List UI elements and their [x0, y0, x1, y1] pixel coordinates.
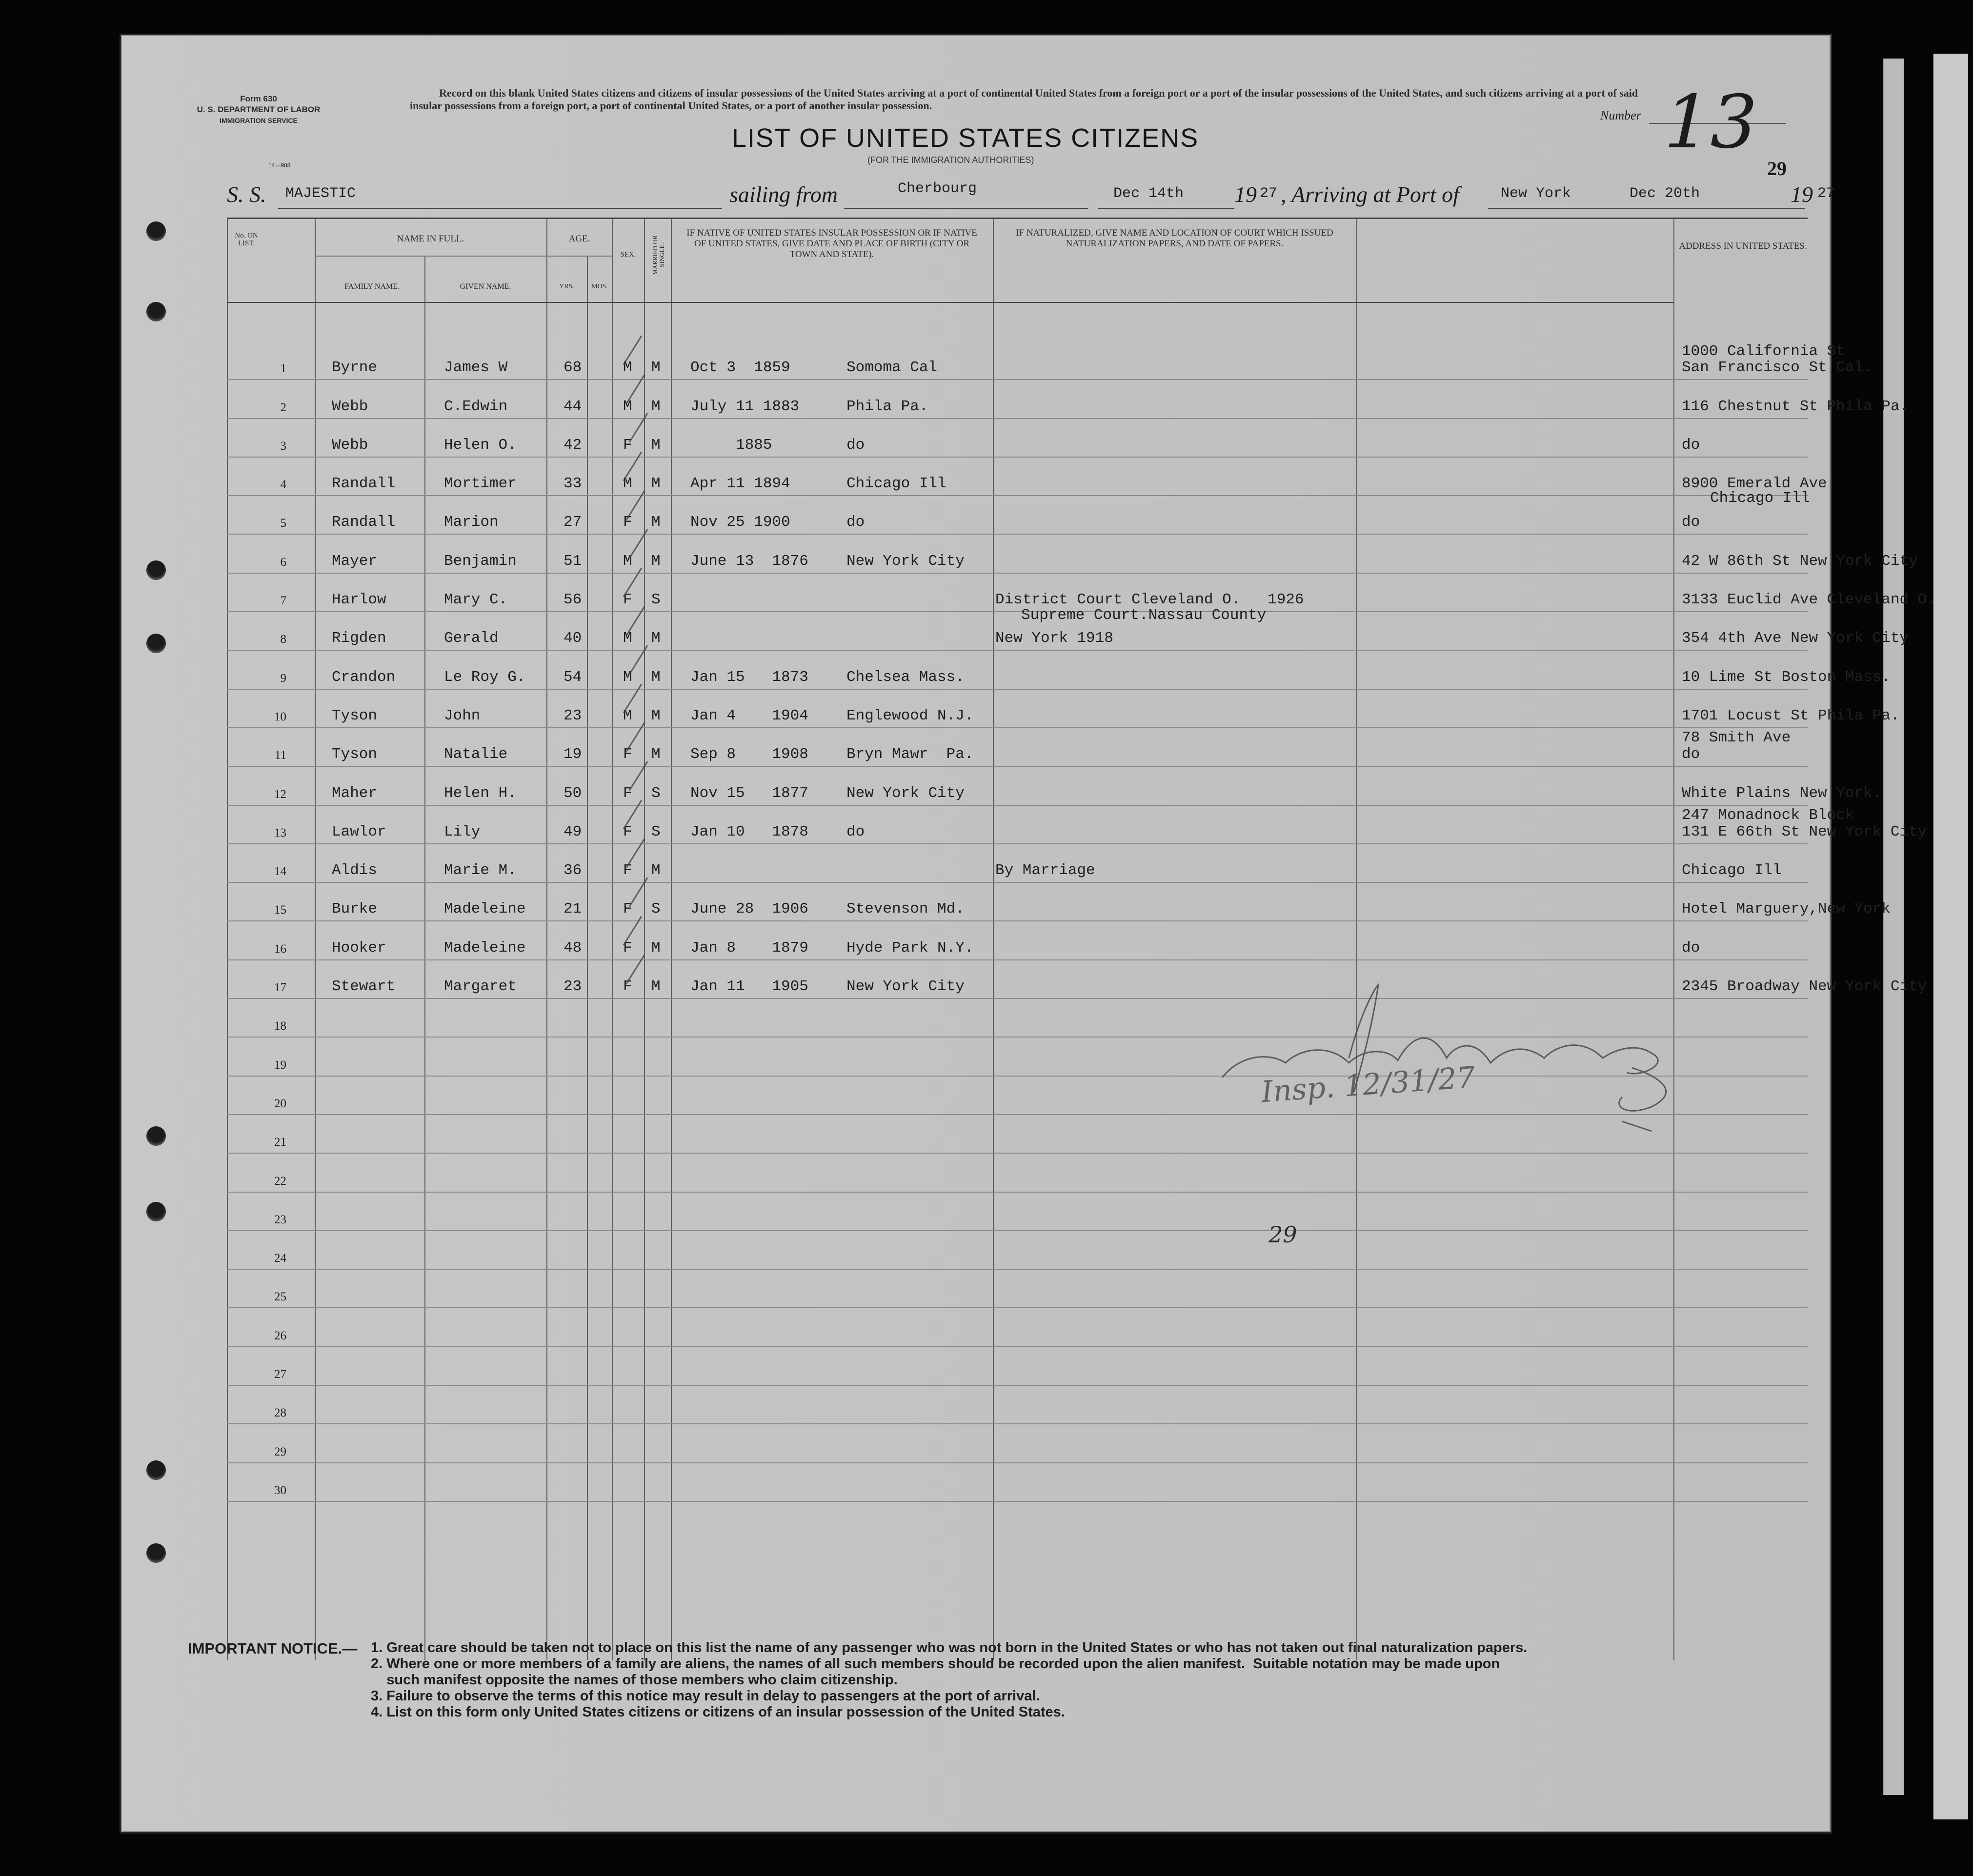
marital-status: M: [651, 668, 661, 686]
address: 10 Lime St Boston Mass.: [1682, 668, 1891, 686]
table-row: [227, 1424, 1934, 1462]
age-years: 54: [564, 668, 582, 686]
table-row: [227, 689, 1934, 728]
manifest-sheet: [121, 35, 1936, 1832]
manifest-table: [227, 218, 1936, 1660]
table-row: [227, 341, 1934, 379]
given-name: Mortimer: [444, 475, 517, 493]
birth-place: do: [846, 436, 865, 454]
col-header-sex: SEX.: [620, 251, 636, 259]
table-row: [227, 766, 1934, 805]
notice-item: 2. Where one or more members of a family are aliens, the names of all such members should be recorded upon the alien manifest. Suitable notation may be made upon: [371, 1656, 1500, 1672]
marital-status: M: [651, 746, 661, 763]
birth-date: Sep 8 1908: [690, 746, 808, 763]
pencil-check-mark: [623, 336, 643, 365]
row-number: 14: [274, 865, 286, 878]
port-underline: [844, 208, 1088, 209]
table-row: [227, 1269, 1934, 1308]
col-header-yrs: YRS.: [559, 283, 574, 290]
marital-status: M: [651, 475, 661, 493]
departure-date: Dec 14th: [1113, 185, 1184, 202]
col-header-no: No. ON LIST.: [235, 232, 258, 247]
row-number: 25: [274, 1290, 286, 1304]
address: Hotel Marguery,New York: [1682, 900, 1891, 918]
marital-status: S: [651, 823, 661, 840]
birth-date: July 11 1883: [690, 398, 800, 415]
row-number: 16: [274, 942, 286, 956]
sex: M: [623, 475, 632, 493]
row-number: 29: [274, 1445, 286, 1458]
marital-status: S: [651, 591, 661, 609]
row-number: 19: [274, 1058, 286, 1072]
birth-place: Bryn Mawr Pa.: [846, 746, 974, 763]
marital-status: S: [651, 784, 661, 802]
arrival-port: New York: [1501, 185, 1571, 202]
birth-place: New York City: [846, 784, 965, 802]
punch-hole: [146, 302, 166, 321]
birth-place: do: [846, 823, 865, 840]
birth-place: New York City: [846, 978, 965, 996]
arrival-year: 27: [1817, 185, 1835, 202]
department: U. S. DEPARTMENT OF LABOR: [197, 105, 321, 114]
marital-status: M: [651, 514, 661, 531]
row-number: 27: [274, 1368, 286, 1381]
age-years: 42: [564, 436, 582, 454]
arrival-date: Dec 20th: [1630, 185, 1700, 202]
address: 8900 Emerald Ave: [1682, 475, 1827, 493]
sailing-label: sailing from: [729, 182, 838, 207]
marital-status: M: [651, 359, 661, 377]
row-number: 30: [274, 1483, 286, 1497]
row-number: 24: [274, 1252, 286, 1265]
birth-date: Jan 10 1878: [690, 823, 808, 840]
address: Chicago Ill: [1682, 862, 1782, 879]
family-name: Tyson: [332, 707, 378, 724]
form-subtitle: (FOR THE IMMIGRATION AUTHORITIES): [867, 155, 1034, 165]
age-years: 40: [564, 630, 582, 647]
birth-date: June 13 1876: [690, 552, 808, 570]
col-header-name: NAME IN FULL.: [397, 234, 464, 244]
age-years: 27: [564, 514, 582, 531]
col-header-married: MARRIED OR SINGLE.: [651, 235, 665, 275]
marital-status: S: [651, 900, 661, 918]
birth-date: Jan 11 1905: [690, 978, 808, 996]
row-number: 28: [274, 1406, 286, 1420]
row-number: 20: [274, 1097, 286, 1110]
row-number: 17: [274, 981, 286, 995]
address: do: [1682, 514, 1700, 531]
address-line-2: 247 Monadnock Block: [1682, 806, 1854, 824]
given-name: Helen O.: [444, 436, 517, 454]
notice-item: such manifest opposite the names of those members who claim citizenship.: [371, 1672, 898, 1688]
age-years: 19: [564, 746, 582, 763]
age-years: 50: [564, 784, 582, 802]
naturalization: District Court Cleveland O. 1926: [995, 591, 1304, 609]
col-header-address: ADDRESS IN UNITED STATES.: [1679, 241, 1807, 251]
table-row: [227, 535, 1934, 573]
marital-status: M: [651, 552, 661, 570]
departure-port: Cherbourg: [898, 180, 977, 197]
sex: F: [623, 746, 632, 763]
naturalization-line-2: Supreme Court.Nassau County: [1021, 607, 1267, 624]
sex: M: [623, 398, 632, 415]
row-number: 4: [280, 478, 286, 492]
given-name: Benjamin: [444, 552, 517, 570]
notice-item: 4. List on this form only United States citizens or citizens of an insular possession of the United States.: [371, 1704, 1065, 1720]
birth-place: Hyde Park N.Y.: [846, 939, 974, 957]
row-rule: [227, 1501, 1808, 1502]
address: White Plains New York.: [1682, 784, 1882, 802]
sex: F: [623, 591, 632, 609]
marital-status: M: [651, 436, 661, 454]
address-line-pre: 1000 California St: [1682, 343, 1845, 360]
sex: F: [623, 978, 632, 996]
birth-date: Nov 15 1877: [690, 784, 808, 802]
given-name: Gerald: [444, 630, 499, 647]
family-name: Maher: [332, 784, 378, 802]
ship-name: MAJESTIC: [285, 185, 356, 202]
family-name: Crandon: [332, 668, 396, 686]
family-name: Randall: [332, 514, 396, 531]
year-prefix-1: 19: [1234, 182, 1257, 207]
arrival-underline: [1488, 208, 1805, 209]
birth-place: Stevenson Md.: [846, 900, 965, 918]
naturalization: New York 1918: [995, 630, 1113, 647]
birth-place: New York City: [846, 552, 965, 570]
birth-date: Jan 8 1879: [690, 939, 808, 957]
row-number: 7: [280, 594, 286, 608]
col-header-birth: IF NATIVE OF UNITED STATES INSULAR POSSESSION OR IF NATIVE OF UNITED STATES, GIVE DATE AND PLACE OF BIRTH (CITY OR TOWN AND STATE).: [686, 228, 977, 259]
adjacent-page-strip: [1933, 54, 1968, 1819]
ss-label: S. S.: [227, 182, 266, 207]
family-name: Rigden: [332, 630, 386, 647]
family-name: Lawlor: [332, 823, 386, 840]
row-number: 12: [274, 787, 286, 801]
family-name: Webb: [332, 436, 368, 454]
form-id-block: [185, 94, 332, 126]
sex: F: [623, 436, 632, 454]
notice-item: 1. Great care should be taken not to place on this list the name of any passenger who was not born in the United States or who has not taken out final naturalization papers.: [371, 1640, 1528, 1656]
age-years: 33: [564, 475, 582, 493]
table-row: [227, 844, 1934, 882]
row-number: 10: [274, 710, 286, 723]
address: 131 E 66th St New York City: [1682, 823, 1927, 840]
row-number: 1: [280, 362, 286, 376]
marital-status: M: [651, 707, 661, 724]
table-row: [227, 379, 1934, 418]
col-header-age: AGE.: [568, 234, 590, 244]
punch-hole: [146, 560, 166, 580]
given-name: James W: [444, 359, 508, 377]
given-name: Mary C.: [444, 591, 508, 609]
sex: F: [623, 900, 632, 918]
sex: F: [623, 823, 632, 840]
family-name: Tyson: [332, 746, 378, 763]
table-row: [227, 1385, 1934, 1424]
birth-place: Chicago Ill: [846, 475, 946, 493]
row-number: 5: [280, 517, 286, 530]
given-name: Helen H.: [444, 784, 517, 802]
row-number: 3: [280, 439, 286, 453]
sex: F: [623, 784, 632, 802]
given-name: Natalie: [444, 746, 508, 763]
birth-date: Oct 3 1859: [690, 359, 790, 377]
row-number: 8: [280, 633, 286, 646]
family-name: Aldis: [332, 862, 378, 879]
naturalization: By Marriage: [995, 862, 1095, 879]
col-header-family: FAMILY NAME.: [344, 282, 400, 291]
punch-hole: [146, 221, 166, 241]
col-header-given: GIVEN NAME.: [460, 282, 511, 291]
address: San Francisco St Cal.: [1682, 359, 1872, 377]
address: 116 Chestnut St Phila Pa.: [1682, 398, 1909, 415]
table-row: [227, 1192, 1934, 1231]
col-header-naturalized: IF NATURALIZED, GIVE NAME AND LOCATION OF COURT WHICH ISSUED NATURALIZATION PAPERS, AND DATE OF PAPERS.: [1016, 228, 1333, 249]
col-header-mos: MOS.: [591, 283, 608, 290]
address: do: [1682, 746, 1700, 763]
row-number: 15: [274, 903, 286, 917]
age-years: 44: [564, 398, 582, 415]
header-subline: [315, 256, 612, 257]
address: 1701 Locust St Phila Pa.: [1682, 707, 1900, 724]
birth-date: Nov 25 1900: [690, 514, 790, 531]
birth-date: 1885: [690, 436, 772, 454]
given-name: Le Roy G.: [444, 668, 526, 686]
given-name: Margaret: [444, 978, 517, 996]
number-label: Number: [1600, 108, 1641, 122]
year-prefix-2: 19: [1791, 182, 1813, 207]
age-years: 56: [564, 591, 582, 609]
row-number: 22: [274, 1174, 286, 1188]
given-name: Lily: [444, 823, 481, 840]
given-name: C.Edwin: [444, 398, 508, 415]
table-row: [227, 882, 1934, 921]
family-name: Mayer: [332, 552, 378, 570]
departure-year: 27: [1260, 185, 1278, 202]
punch-hole: [146, 1126, 166, 1146]
row-number: 2: [280, 400, 286, 414]
birth-place: Englewood N.J.: [846, 707, 974, 724]
table-row: [227, 419, 1934, 457]
age-years: 21: [564, 900, 582, 918]
print-code: 14—908: [268, 162, 291, 169]
hand-page-mark: 29: [1268, 1221, 1297, 1248]
age-years: 48: [564, 939, 582, 957]
age-years: 51: [564, 552, 582, 570]
row-number: 13: [274, 826, 286, 839]
table-row: [227, 805, 1934, 844]
marital-status: M: [651, 398, 661, 415]
family-name: Randall: [332, 475, 396, 493]
age-years: 49: [564, 823, 582, 840]
date-underline: [1098, 208, 1234, 209]
given-name: Madeleine: [444, 900, 526, 918]
table-row: [227, 1347, 1934, 1385]
sex: M: [623, 707, 632, 724]
inspection-note: Insp. 12/31/27: [1260, 1060, 1477, 1110]
sex: M: [623, 668, 632, 686]
birth-place: Somoma Cal: [846, 359, 938, 377]
page-number: 29: [1767, 158, 1787, 180]
table-row: [227, 1231, 1934, 1269]
notice-label: IMPORTANT NOTICE.—: [188, 1640, 358, 1657]
age-years: 68: [564, 359, 582, 377]
birth-place: do: [846, 514, 865, 531]
table-row: [227, 612, 1934, 650]
address-line-2: Chicago Ill: [1710, 490, 1810, 507]
marital-status: M: [651, 630, 661, 647]
address-line-2: 78 Smith Ave: [1682, 729, 1791, 747]
given-name: John: [444, 707, 481, 724]
table-row: [227, 728, 1934, 766]
form-number: Form 630: [240, 94, 277, 103]
birth-place: Phila Pa.: [846, 398, 928, 415]
manifest-number: 13: [1654, 80, 1766, 165]
family-name: Stewart: [332, 978, 396, 996]
family-name: Hooker: [332, 939, 386, 957]
birth-date: Jan 4 1904: [690, 707, 808, 724]
table-row: [227, 457, 1934, 507]
row-number: 6: [280, 555, 286, 569]
punch-hole: [146, 1543, 166, 1563]
header-bottom: [227, 302, 1673, 303]
notice-item: 3. Failure to observe the terms of this notice may result in delay to passengers at the port of arrival.: [371, 1688, 1040, 1704]
address: 3133 Euclid Ave Cleveland O.: [1682, 591, 1936, 609]
address: 2345 Broadway New York City: [1682, 978, 1927, 996]
address: do: [1682, 939, 1700, 957]
sex: F: [623, 939, 632, 957]
marital-status: M: [651, 862, 661, 879]
ship-underline: [278, 208, 722, 209]
form-instructions: Record on this blank United States citizens and citizens of insular possessions of the United States arriving at a port of continental United States from a foreign port or a port of the insular possessions of the United States, and such citizens arriving at a port of said insular possessions from a foreign port, a port of continental United States, or a port of another insular possession.: [410, 87, 1638, 112]
given-name: Madeleine: [444, 939, 526, 957]
family-name: Burke: [332, 900, 378, 918]
table-row: [227, 1463, 1934, 1501]
age-years: 36: [564, 862, 582, 879]
table-row: [227, 921, 1934, 960]
table-row: [227, 573, 1936, 624]
marital-status: M: [651, 978, 661, 996]
birth-place: Chelsea Mass.: [846, 668, 965, 686]
punch-hole: [146, 1460, 166, 1480]
table-row: [227, 1308, 1934, 1347]
row-number: 26: [274, 1329, 286, 1342]
family-name: Harlow: [332, 591, 386, 609]
address: do: [1682, 436, 1700, 454]
given-name: Marion: [444, 514, 499, 531]
service: IMMIGRATION SERVICE: [220, 117, 298, 124]
row-number: 18: [274, 1019, 286, 1033]
arriving-label: , Arriving at Port of: [1281, 182, 1459, 207]
family-name: Byrne: [332, 359, 378, 377]
sex: F: [623, 514, 632, 531]
table-row: [227, 496, 1934, 534]
age-years: 23: [564, 978, 582, 996]
table-row: [227, 650, 1934, 689]
birth-date: Jan 15 1873: [690, 668, 808, 686]
address: 354 4th Ave New York City: [1682, 630, 1909, 647]
punch-hole: [146, 1202, 166, 1221]
punch-hole: [146, 634, 166, 653]
birth-date: June 28 1906: [690, 900, 808, 918]
row-number: 21: [274, 1136, 286, 1149]
age-years: 23: [564, 707, 582, 724]
sex: M: [623, 630, 632, 647]
sex: M: [623, 552, 632, 570]
address: 42 W 86th St New York City: [1682, 552, 1918, 570]
family-name: Webb: [332, 398, 368, 415]
row-number: 11: [274, 749, 286, 762]
sex: F: [623, 862, 632, 879]
sex: M: [623, 359, 632, 377]
row-number: 9: [280, 671, 286, 685]
birth-date: Apr 11 1894: [690, 475, 790, 493]
form-title: LIST OF UNITED STATES CITIZENS: [732, 123, 1199, 153]
given-name: Marie M.: [444, 862, 517, 879]
marital-status: M: [651, 939, 661, 957]
row-number: 23: [274, 1213, 286, 1226]
